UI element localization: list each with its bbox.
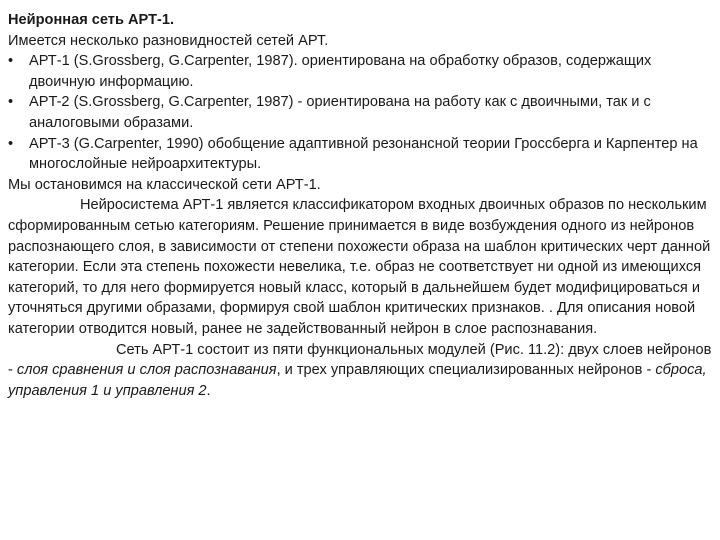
list-item-text: АРТ-3 (G.Carpenter, 1990) обобщение адаптивной резонансной теории Гроссберга и Карпентер на многослойные нейроархитектуры. (29, 135, 698, 173)
list-item-text: AРT-2 (S.Grossberg, G.Carpenter, 1987) - ориентирована на работу как с двоичными, так и с аналоговыми образами. (29, 94, 651, 131)
paragraph-text: и (123, 362, 140, 379)
list-item (8, 134, 712, 175)
bullet-icon: • (8, 135, 14, 152)
italic-term: сброса, управления 1 (8, 362, 707, 399)
italic-term: слоя сравнения (16, 362, 124, 379)
art-variants-list (8, 51, 712, 175)
paragraph-text: Сеть АРТ-1 состоит из пяти функциональных модулей (Рис. 11.2): двух слоев нейронов - (8, 341, 712, 379)
bullet-icon: • (8, 94, 14, 111)
list-item-text: АРТ-1 (S.Grossberg, G.Carpenter, 1987). ориентирована на обработку образов, содержащих двоичную информацию. (29, 53, 652, 90)
paragraph-text: . (206, 382, 211, 399)
slide-title: Нейронная сеть АРТ-1. (8, 12, 175, 28)
slide-content (8, 10, 712, 401)
paragraph-text: и (99, 382, 116, 399)
bullet-icon: • (8, 53, 14, 70)
paragraph-classifier: Нейросистема АРТ-1 является классификатором входных двоичных образов по нескольким сформированным сетью категориям. Решение принимается в виде возбуждения одного из нейронов распознающего слоя, в зависимости от степени похожести образа на шаблон критических черт данной категории. Если эта степень похожести невелика, т.е. образ не соответствует ни одной из имеющихся категорий, то для него формируется новый класс, который в дальнейшем будет модифицироваться и уточняться другими образами, формируя свой шаблон критических признаков. . Для описания новой категории отводится новый, ранее не задействованный нейрон в слое распознавания. (8, 197, 711, 337)
italic-term: управления 2 (115, 382, 207, 399)
italic-term: слоя распознавания (139, 362, 277, 379)
paragraph-modules (8, 340, 712, 402)
list-item (8, 51, 712, 92)
list-item (8, 92, 712, 133)
intro-line: Имеется несколько разновидностей сетей АРТ. (8, 32, 329, 49)
focus-line: Мы остановимся на классической сети АРТ-1. (8, 176, 321, 193)
paragraph-text: , и трех управляющих специализированных нейронов - (276, 362, 656, 379)
